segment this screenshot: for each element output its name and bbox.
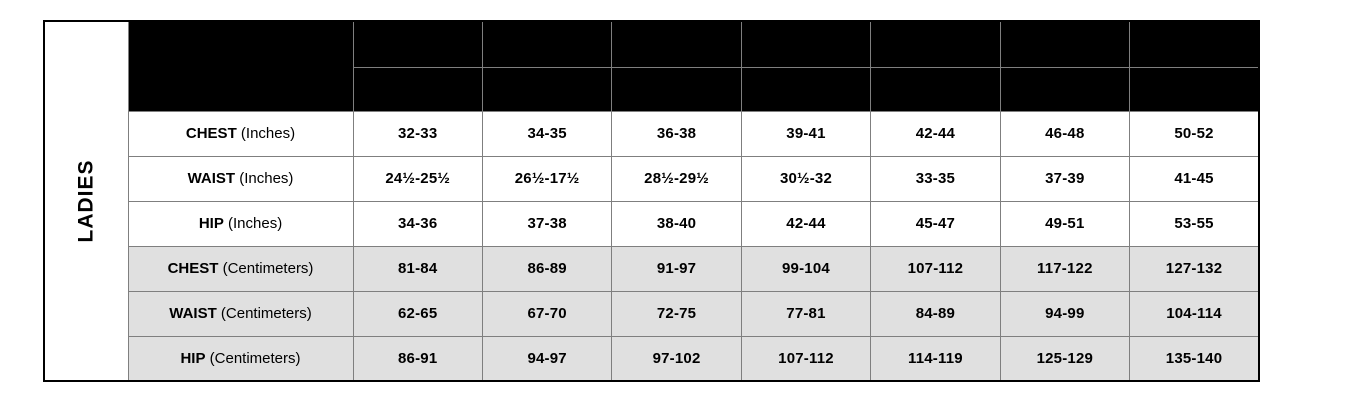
size-name-cell-xs: XS (353, 21, 482, 67)
value-cell: 53-55 (1130, 201, 1259, 246)
row-label-chest-inches (128, 111, 353, 156)
value-cell: 37-39 (1000, 156, 1129, 201)
value-cell: 135-140 (1130, 336, 1259, 381)
value-cell: 114-119 (871, 336, 1000, 381)
value-cell: 37-38 (482, 201, 611, 246)
value-cell: 42-44 (741, 201, 870, 246)
value-cell: 46-48 (1000, 111, 1129, 156)
value-cell: 49-51 (1000, 201, 1129, 246)
value-cell: 45-47 (871, 201, 1000, 246)
measure-label: HIP (198, 215, 224, 232)
row-label-waist-inches (128, 156, 353, 201)
size-name-cell-3xl: 3XL (1130, 21, 1259, 67)
size-name-cell-2xl: 2XL (1000, 21, 1129, 67)
size-range-cell-s: 4-6 (482, 67, 611, 111)
value-cell: 41-45 (1130, 156, 1259, 201)
size-name-cell-l: L (741, 21, 870, 67)
row-label-hip-centimeters (128, 336, 353, 381)
value-cell: 28½-29½ (612, 156, 741, 201)
value-cell: 86-91 (353, 336, 482, 381)
value-cell: 34-35 (482, 111, 611, 156)
value-cell: 32-33 (353, 111, 482, 156)
unit-label: (Inches) (240, 125, 296, 142)
value-cell: 97-102 (612, 336, 741, 381)
size-range-cell-2xl: 20-22 (1000, 67, 1129, 111)
size-name-cell-m: M (612, 21, 741, 67)
value-cell: 117-122 (1000, 246, 1129, 291)
measure-label: CHEST (185, 125, 237, 142)
value-cell: 107-112 (871, 246, 1000, 291)
size-name-cell-s: S (482, 21, 611, 67)
value-cell: 36-38 (612, 111, 741, 156)
value-cell: 39-41 (741, 111, 870, 156)
measure-label: WAIST (169, 305, 217, 322)
value-cell: 34-36 (353, 201, 482, 246)
value-cell: 24½-25½ (353, 156, 482, 201)
unit-label: (Inches) (228, 215, 283, 232)
measure-label: CHEST (167, 260, 219, 277)
side-label-cell (44, 21, 128, 381)
value-cell: 81-84 (353, 246, 482, 291)
value-cell: 84-89 (871, 291, 1000, 336)
value-cell: 42-44 (871, 111, 1000, 156)
value-cell: 50-52 (1130, 111, 1259, 156)
size-header-cell: SIZE (128, 21, 353, 111)
size-range-cell-m: 8-10 (612, 67, 741, 111)
value-cell: 107-112 (741, 336, 870, 381)
row-label-hip-inches (128, 201, 353, 246)
size-range-cell-xs: 0-2 (353, 67, 482, 111)
value-cell: 77-81 (741, 291, 870, 336)
value-cell: 33-35 (871, 156, 1000, 201)
value-cell: 67-70 (482, 291, 611, 336)
value-cell: 86-89 (482, 246, 611, 291)
side-label: LADIES (74, 159, 98, 243)
value-cell: 94-99 (1000, 291, 1129, 336)
value-cell: 104-114 (1130, 291, 1259, 336)
value-cell: 38-40 (612, 201, 741, 246)
value-cell: 91-97 (612, 246, 741, 291)
ladies-size-chart (43, 20, 1260, 382)
value-cell: 62-65 (353, 291, 482, 336)
unit-label: (Centimeters) (220, 305, 312, 322)
row-label-waist-centimeters (128, 291, 353, 336)
size-name-cell-xl: XL (871, 21, 1000, 67)
value-cell: 72-75 (612, 291, 741, 336)
value-cell: 125-129 (1000, 336, 1129, 381)
value-cell: 94-97 (482, 336, 611, 381)
size-range-cell-l: 12-14 (741, 67, 870, 111)
size-range-cell-3xl: 24-26 (1130, 67, 1259, 111)
size-range-cell-xl: 16-18 (871, 67, 1000, 111)
value-cell: 99-104 (741, 246, 870, 291)
row-label-chest-centimeters (128, 246, 353, 291)
value-cell: 26½-17½ (482, 156, 611, 201)
value-cell: 127-132 (1130, 246, 1259, 291)
measure-label: WAIST (187, 170, 236, 187)
value-cell: 30½-32 (741, 156, 870, 201)
measure-label: HIP (180, 349, 206, 367)
unit-label: (Inches) (239, 170, 294, 187)
unit-label: (Centimeters) (222, 260, 314, 277)
unit-label: (Centimeters) (209, 349, 301, 367)
size-chart-table (43, 20, 1260, 382)
